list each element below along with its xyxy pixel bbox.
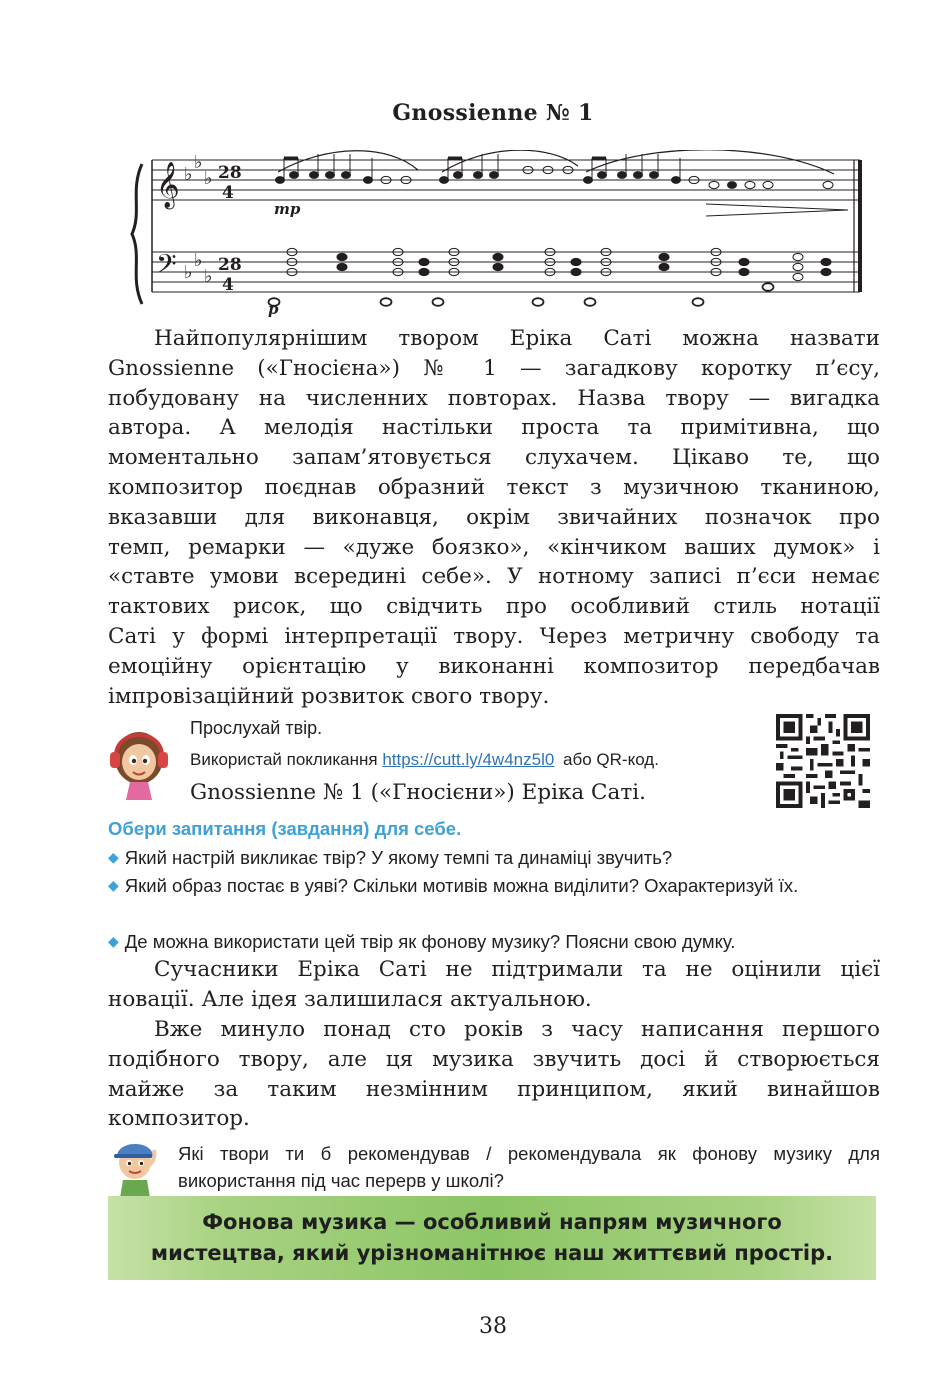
svg-text:28: 28 <box>218 163 242 183</box>
svg-text:𝄢: 𝄢 <box>156 248 177 286</box>
tasks-heading: Обери запитання (завдання) для себе. <box>108 818 462 839</box>
svg-text:♭: ♭ <box>194 152 203 173</box>
svg-text:♭: ♭ <box>194 250 203 271</box>
svg-text:♭: ♭ <box>204 266 213 287</box>
listen-link-line: Використай покликання https://cutt.ly/4w4nz5l0 або QR-код. <box>190 750 659 769</box>
svg-text:𝄞: 𝄞 <box>156 162 180 208</box>
task-item: ◆ Де можна використати цей твір як фонову музику? Поясни свою думку. <box>108 931 736 952</box>
listen-instruction: Прослухай твір. <box>190 718 323 738</box>
paragraph-second: Сучасники Еріка Саті не підтримали та не оцінили цієї новації. Але ідея залишилася актуальною. <box>108 957 880 1012</box>
qr-code-icon[interactable] <box>776 714 870 808</box>
svg-text:♭: ♭ <box>184 164 193 185</box>
task-item: ◆ Який образ постає в уяві? Скільки мотивів можна виділити? Охарактеризуй їх. <box>108 875 799 896</box>
svg-text:4: 4 <box>222 183 234 203</box>
task-item: ◆ Який настрій викликає твір? У якому темпі та динаміці звучить? <box>108 847 673 868</box>
reflection-question: Які твори ти б рекомендував / рекомендувала як фонову музику для використання під час перерв у школі? <box>178 1143 880 1191</box>
music-score <box>128 150 864 320</box>
listen-work-title: Gnossienne № 1 («Гносієни») Еріка Саті. <box>190 780 646 805</box>
svg-text:4: 4 <box>222 275 234 295</box>
diamond-bullet-icon: ◆ <box>108 849 119 865</box>
boy-cap-icon <box>108 1136 162 1198</box>
paragraph-third: Вже минуло понад сто років з часу написання першого подібного твору, але ця музика звучить досі й створюється майже за таким незмінним принципом, який винайшов композитор. <box>108 1017 880 1132</box>
listen-block <box>108 712 880 812</box>
score-title: Gnossienne № 1 <box>392 100 594 126</box>
svg-text:28: 28 <box>218 255 242 275</box>
svg-text:p: p <box>268 300 279 318</box>
girl-headphones-icon <box>108 716 170 800</box>
key-idea-banner: Фонова музика — особливий напрям музичного мистецтва, який урізноманітнює наш життєвий простір. <box>108 1196 876 1280</box>
svg-text:♭: ♭ <box>204 168 213 189</box>
svg-text:♭: ♭ <box>184 262 193 283</box>
diamond-bullet-icon: ◆ <box>108 877 119 893</box>
svg-text:mp: mp <box>274 200 301 218</box>
page-number: 38 <box>479 1314 507 1339</box>
audio-link[interactable]: https://cutt.ly/4w4nz5l0 <box>382 750 555 769</box>
paragraph-main: Найпопулярнішим твором Еріка Саті можна назвати Gnossienne («Гносієна») № 1 — загадкову коротку п’єсу, побудовану на численних повторах. Назва твору — вигадка автора. А мелодія настільки проста та примітивна, що моментально запам’ятовується слухачем. Цікаво те, що композитор поєднав образний текст з музичною тканиною, вказавши для виконавця, окрім звичайних позначок про темп, ремарки — «дуже боязко», «кінчиком ваших думок» і «ставте умови всередині себе». У нотному записі п’єси немає тактових рисок, що свідчить про особливий стиль нотації Саті у формі інтерпретації твору. Через метричну свободу та емоційну орієнтацію у виконанні композитор передбачав імпровізаційний розвиток свого твору. <box>108 326 880 709</box>
diamond-bullet-icon: ◆ <box>108 933 119 949</box>
